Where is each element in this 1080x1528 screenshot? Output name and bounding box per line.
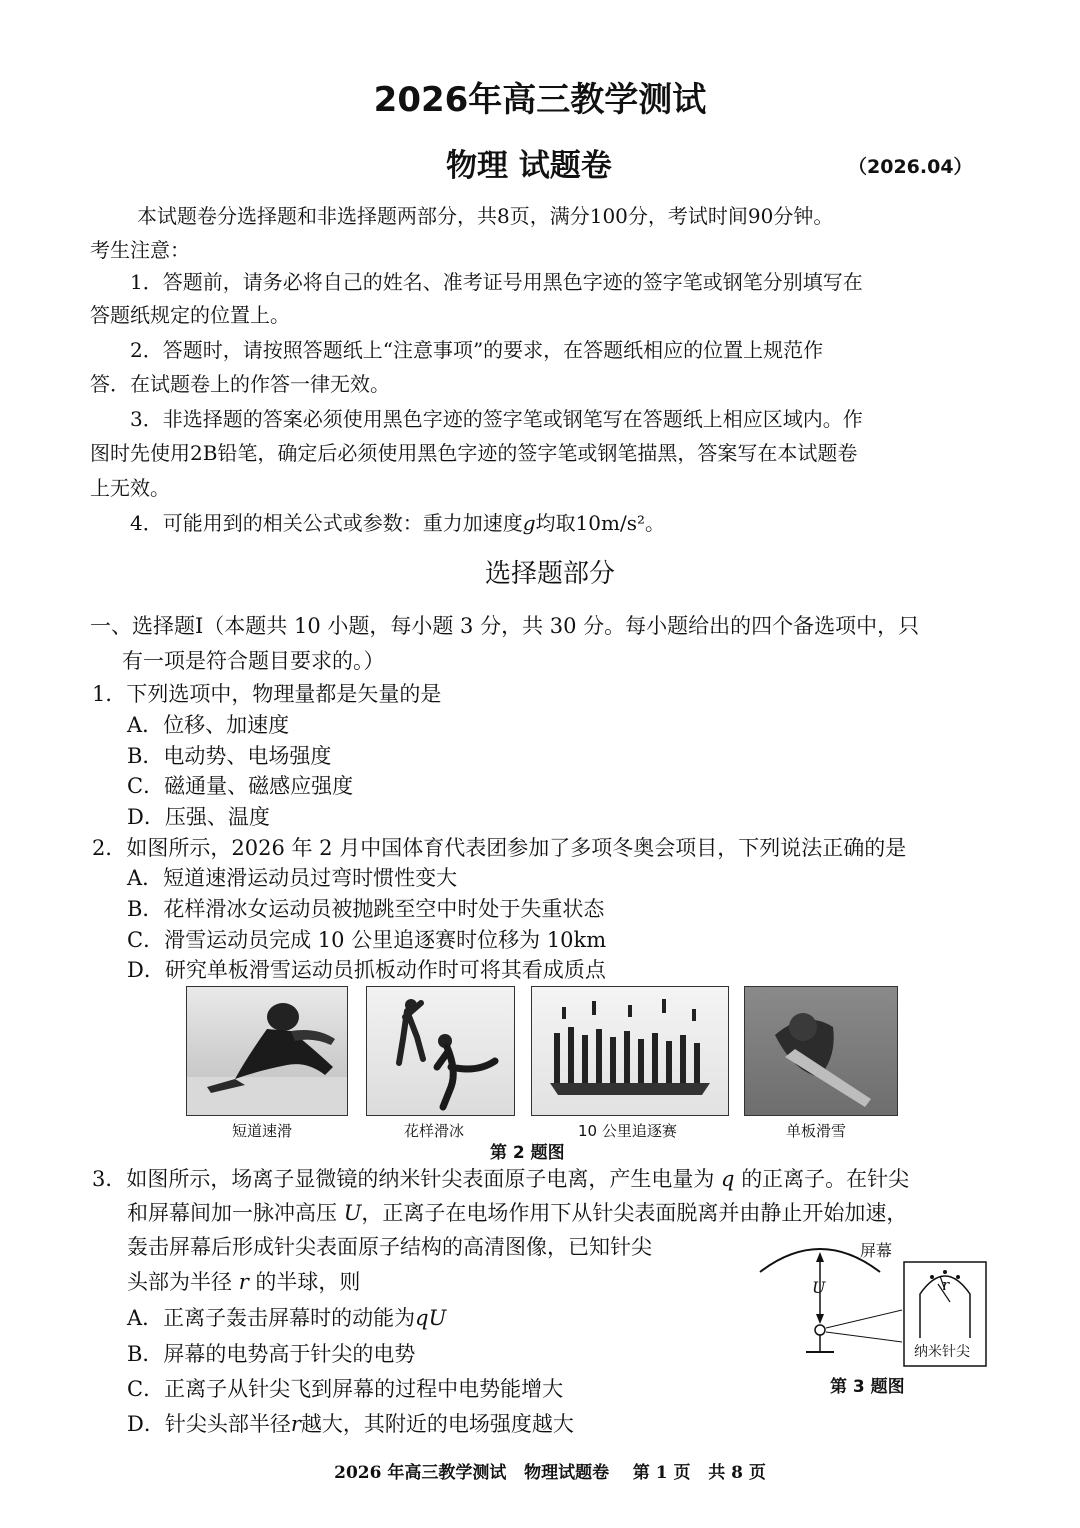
q1-option-c: C．磁通量、磁感应强度 xyxy=(127,774,354,798)
fig-label-tip: 纳米针尖 xyxy=(914,1344,970,1360)
q1-option-d: D．压强、温度 xyxy=(127,805,270,829)
fig-label-screen: 屏幕 xyxy=(860,1241,893,1260)
notice-item-1-cont: 答题纸规定的位置上。 xyxy=(90,303,290,327)
photo-snowboard xyxy=(744,986,898,1116)
intro-text: 本试题卷分选择题和非选择题两部分，共8页，满分100分，考试时间90分钟。 xyxy=(137,204,834,228)
q2-option-d: D．研究单板滑雪运动员抓板动作时可将其看成质点 xyxy=(127,958,606,982)
section-title: 选择题部分 xyxy=(484,559,615,589)
part1-instruction-cont: 有一项是符合题目要求的。） xyxy=(122,649,385,673)
q3-option-a: A．正离子轰击屏幕时的动能为qU xyxy=(127,1306,447,1330)
part1-instruction: 一、选择题Ⅰ（本题共 10 小题，每小题 3 分，共 30 分。每小题给出的四个备选项中，只 xyxy=(90,614,920,638)
caption-snowboard: 单板滑雪 xyxy=(786,1122,847,1140)
q2-option-c: C．滑雪运动员完成 10 公里追逐赛时位移为 10km xyxy=(127,928,607,952)
notice-item-1: 1．答题前，请务必将自己的姓名、准考证号用黑色字迹的签字笔或钢笔分别填写在 xyxy=(130,270,863,294)
notice-item-3-cont2: 上无效。 xyxy=(90,476,170,500)
notice-item-2: 2．答题时，请按照答题纸上“注意事项”的要求，在答题纸相应的位置上规范作 xyxy=(130,338,824,362)
exam-date: （2026.04） xyxy=(848,156,973,178)
q3-stem-line4: 头部为半径 r 的半球，则 xyxy=(127,1270,361,1294)
q1-option-a: A．位移、加速度 xyxy=(127,713,290,737)
q3-option-c: C．正离子从针尖飞到屏幕的过程中电势能增大 xyxy=(127,1377,564,1401)
q3-option-b: B．屏幕的电势高于针尖的电势 xyxy=(127,1342,416,1366)
fig-label-u: U xyxy=(812,1278,826,1297)
q2-figure-label: 第 2 题图 xyxy=(490,1143,565,1163)
notice-item-3: 3．非选择题的答案必须使用黑色字迹的签字笔或钢笔写在答题纸上相应区域内。作 xyxy=(130,407,863,431)
caption-figure-skating: 花样滑冰 xyxy=(404,1122,465,1140)
q1-option-b: B．电动势、电场强度 xyxy=(127,744,332,768)
q3-stem-line1: 3．如图所示，场离子显微镜的纳米针尖表面原子电离，产生电量为 q 的正离子。在针尖 xyxy=(92,1167,910,1191)
subject-title: 物理 试题卷 xyxy=(446,148,612,184)
fig-label-r: r xyxy=(942,1276,950,1294)
caption-pursuit: 10 公里追逐赛 xyxy=(578,1122,677,1140)
notice-item-2-cont: 答．在试题卷上的作答一律无效。 xyxy=(90,372,390,396)
notice-heading: 考生注意： xyxy=(90,238,190,262)
q2-option-a: A．短道速滑运动员过弯时惯性变大 xyxy=(127,866,458,890)
notice-item-4: 4．可能用到的相关公式或参数：重力加速度g均取10m/s²。 xyxy=(130,511,665,535)
q2-option-b: B．花样滑冰女运动员被抛跳至空中时处于失重状态 xyxy=(127,897,605,921)
main-title: 2026年高三教学测试 xyxy=(373,80,707,120)
q2-stem: 2．如图所示，2026 年 2 月中国体育代表团参加了多项冬奥会项目，下列说法正确的是 xyxy=(92,836,907,860)
photo-figure-skating xyxy=(366,986,515,1116)
notice-item-3-cont: 图时先使用2B铅笔，确定后必须使用黑色字迹的签字笔或钢笔描黑，答案写在本试题卷 xyxy=(90,441,858,465)
q3-figure-label: 第 3 题图 xyxy=(830,1377,905,1397)
q3-option-d: D．针尖头部半径r越大，其附近的电场强度越大 xyxy=(127,1412,574,1436)
q3-stem-line2: 和屏幕间加一脉冲高压 U，正离子在电场作用下从针尖表面脱离并由静止开始加速， xyxy=(127,1201,908,1225)
page-footer: 2026 年高三教学测试 物理试题卷 第 1 页 共 8 页 xyxy=(334,1463,766,1483)
q3-stem-line3: 轰击屏幕后形成针尖表面原子结构的高清图像，已知针尖 xyxy=(127,1235,652,1259)
caption-short-track: 短道速滑 xyxy=(232,1122,293,1140)
photo-short-track xyxy=(186,986,348,1116)
q1-stem: 1．下列选项中，物理量都是矢量的是 xyxy=(92,682,442,706)
photo-pursuit xyxy=(531,986,729,1116)
